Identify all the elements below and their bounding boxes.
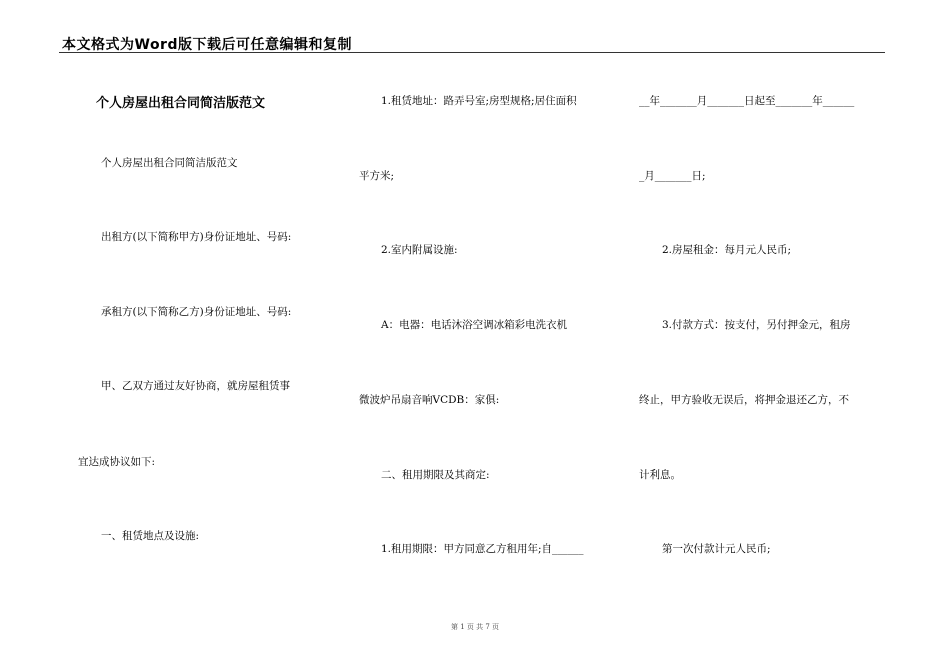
paragraph: 第一次付款计元人民币; bbox=[662, 543, 771, 555]
paragraph: 甲、乙双方通过友好协商，就房屋租赁事 bbox=[101, 380, 290, 392]
paragraph: A：电器：电话沐浴空调冰箱彩电洗衣机 bbox=[381, 319, 568, 331]
paragraph: 二、租用期限及其商定: bbox=[381, 469, 490, 481]
paragraph: 2.室内附属设施: bbox=[381, 244, 458, 256]
paragraph: 3.付款方式：按支付，另付押金元，租房 bbox=[662, 319, 851, 331]
paragraph: 1.租赁地址：路弄号室;房型规格;居住面积 bbox=[381, 95, 577, 107]
paragraph: 终止，甲方验收无误后，将押金退还乙方，不 bbox=[639, 394, 849, 406]
paragraph: 承租方(以下简称乙方)身份证地址、号码: bbox=[101, 306, 292, 318]
paragraph: 出租方(以下简称甲方)身份证地址、号码: bbox=[101, 231, 292, 243]
paragraph: 宜达成协议如下: bbox=[78, 456, 156, 468]
paragraph: 微波炉吊扇音响VCDB：家俱: bbox=[359, 394, 500, 406]
paragraph: __年_______月_______日起至_______年______ bbox=[639, 95, 855, 107]
paragraph: 一、租赁地点及设施: bbox=[101, 530, 200, 542]
page-number: 第 1 页 共 7 页 bbox=[450, 623, 500, 631]
paragraph: 2.房屋租金：每月元人民币; bbox=[662, 244, 792, 256]
document-title: 个人房屋出租合同简洁版范文 bbox=[96, 96, 266, 111]
paragraph: _月_______日; bbox=[639, 170, 706, 182]
paragraph: 1.租用期限：甲方同意乙方租用年;自______ bbox=[381, 543, 584, 555]
paragraph: 平方米; bbox=[359, 170, 395, 182]
header-rule bbox=[59, 52, 885, 53]
document-banner: 本文格式为Word版下载后可任意编辑和复制 bbox=[62, 37, 352, 53]
paragraph: 个人房屋出租合同简洁版范文 bbox=[101, 157, 238, 169]
paragraph: 计利息。 bbox=[639, 469, 681, 481]
